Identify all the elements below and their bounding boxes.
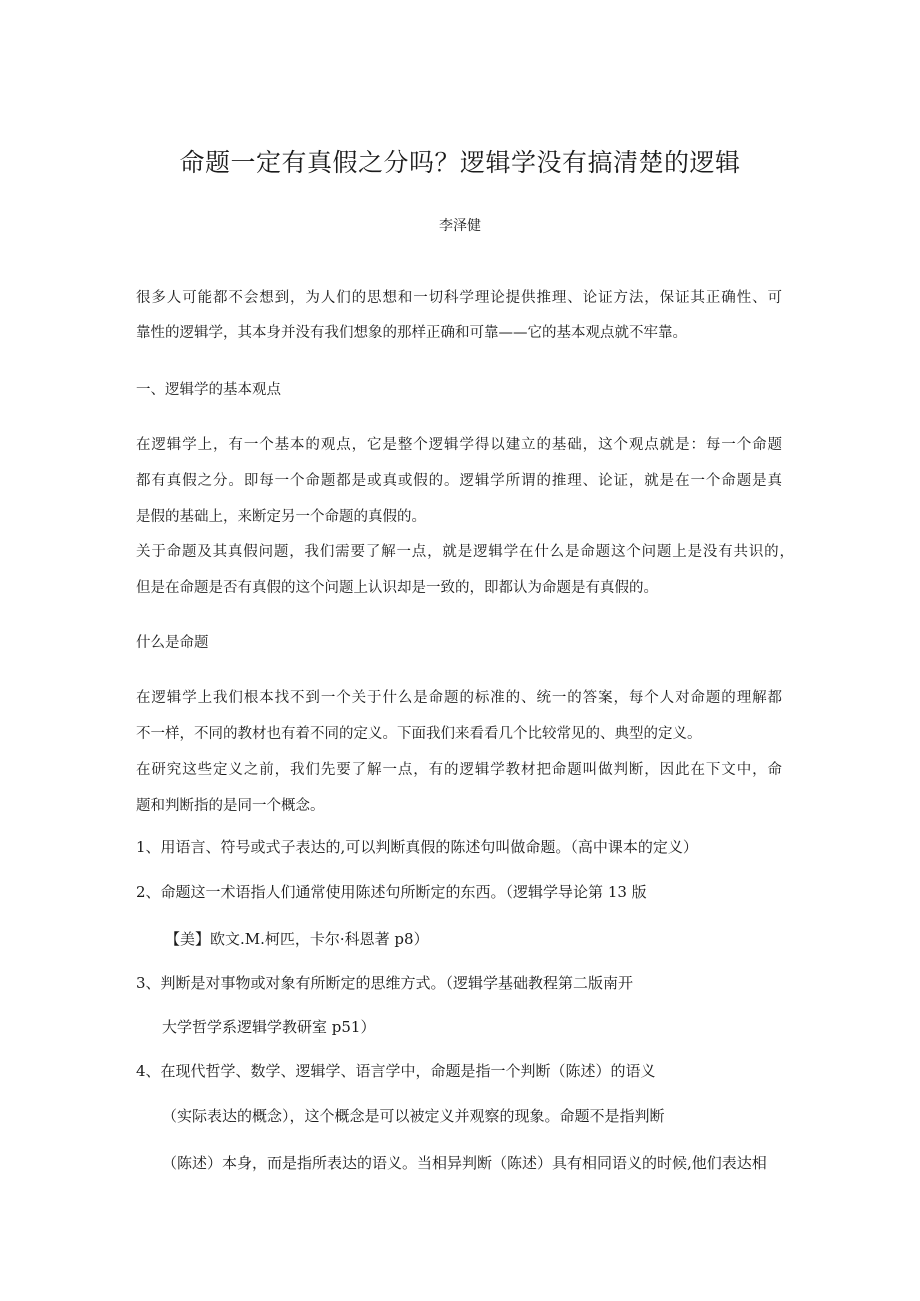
paragraph-line: 在逻辑学上我们根本找不到一个关于什么是命题的标准的、统一的答案，每个人对命题的理解都 [136,690,782,706]
paragraph-line: 在研究这些定义之前，我们先要了解一点，有的逻辑学教材把命题叫做判断，因此在下文中，命 [136,762,782,778]
document-title: 命题一定有真假之分吗？逻辑学没有搞清楚的逻辑 [179,148,741,177]
definition-item: 3、判断是对事物或对象有所断定的思维方式。（逻辑学基础教程第二版南开 [136,974,634,992]
paragraph-line: 不一样，不同的教材也有着不同的定义。下面我们来看看几个比较常见的、典型的定义。 [136,726,702,742]
definition-item: 2、命题这一术语指人们通常使用陈述句所断定的东西。（逻辑学导论第 13 版 [136,883,647,901]
paragraph-line: 是假的基础上，来断定另一个命题的真假的。 [136,509,426,525]
author-name: 李泽健 [439,218,481,234]
definition-continuation: （陈述）本身，而是指所表达的语义。当相异判断（陈述）具有相同语义的时候,他们表达相 [162,1154,767,1172]
intro-line: 很多人可能都不会想到，为人们的思想和一切科学理论提供推理、论证方法，保证其正确性、可 [136,290,782,306]
definition-continuation: （实际表达的概念），这个概念是可以被定义并观察的现象。命题不是指判断 [162,1107,665,1125]
definition-item: 4、在现代哲学、数学、逻辑学、语言学中，命题是指一个判断（陈述）的语义 [136,1062,656,1080]
section-heading: 一、逻辑学的基本观点 [136,382,281,398]
definition-item: 1、用语言、符号或式子表达的,可以判断真假的陈述句叫做命题。（高中课本的定义） [136,838,698,856]
paragraph-line: 关于命题及其真假问题，我们需要了解一点，就是逻辑学在什么是命题这个问题上是没有共识的， [136,544,794,560]
intro-line: 靠性的逻辑学，其本身并没有我们想象的那样正确和可靠——它的基本观点就不牢靠。 [136,325,687,341]
definition-continuation: 【美】欧文.M.柯匹，卡尔·科恩著 p8） [165,930,429,948]
paragraph-line: 但是在命题是否有真假的这个问题上认识却是一致的，即都认为命题是有真假的。 [136,580,658,596]
subheading: 什么是命题 [136,635,209,651]
paragraph-line: 在逻辑学上，有一个基本的观点，它是整个逻辑学得以建立的基础，这个观点就是：每一个命题 [136,437,782,453]
paragraph-line: 题和判断指的是同一个概念。 [136,798,325,814]
definition-continuation: 大学哲学系逻辑学教研室 p51） [162,1018,376,1036]
paragraph-line: 都有真假之分。即每一个命题都是或真或假的。逻辑学所谓的推理、论证，就是在一个命题是真 [136,473,782,489]
